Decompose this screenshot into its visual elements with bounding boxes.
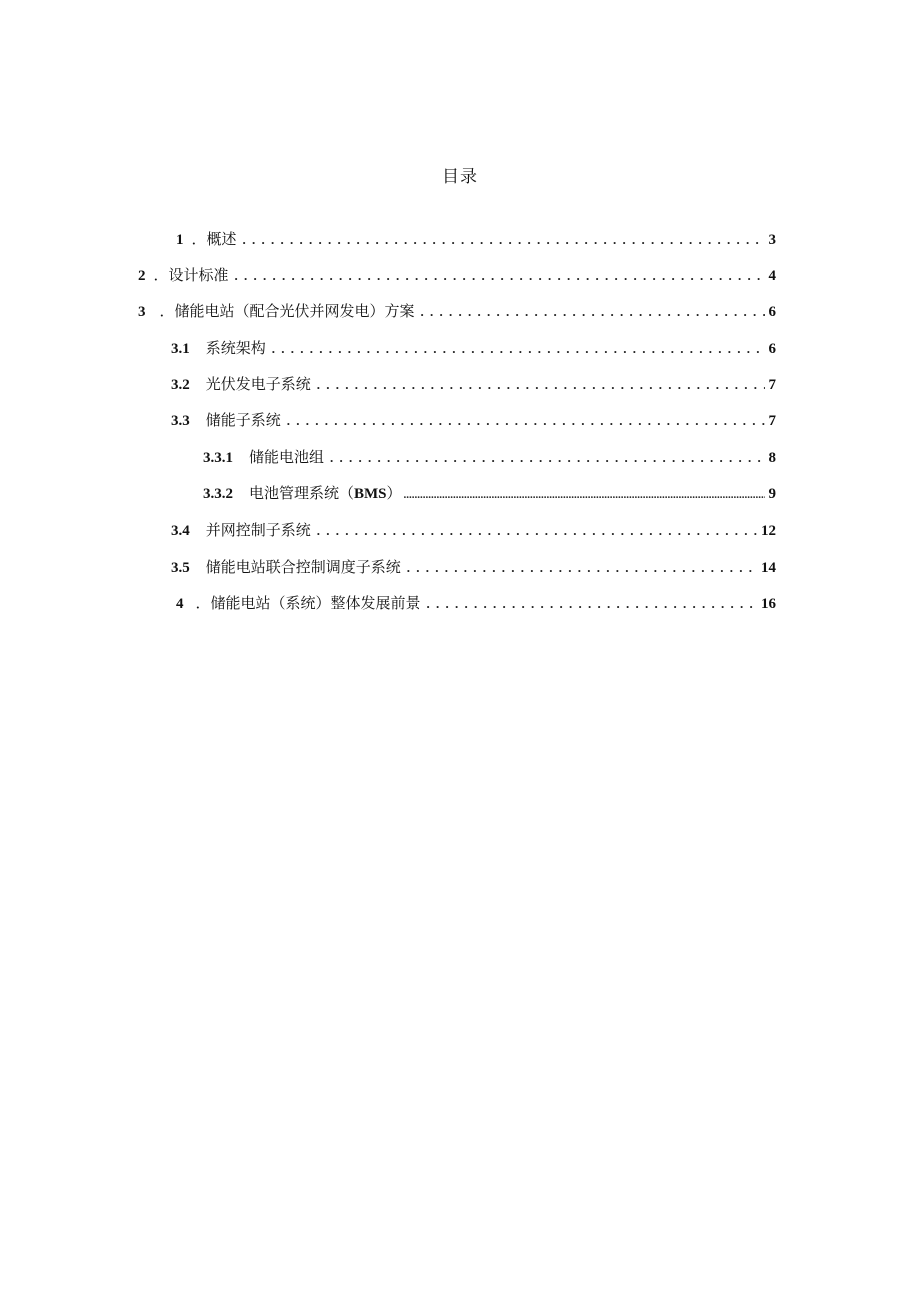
toc-entry-3-4[interactable] — [171, 519, 776, 541]
toc-entry-number: 3 — [138, 304, 146, 320]
toc-entry-page: 8 — [768, 450, 776, 466]
toc-entry-text: 概述 — [206, 230, 237, 248]
toc-entry-3-5[interactable] — [171, 556, 776, 578]
toc-entry-page: 14 — [761, 560, 776, 576]
toc-entry-page: 6 — [768, 341, 776, 357]
toc-leader-dots — [427, 596, 757, 612]
toc-leader-dots — [407, 560, 757, 576]
toc-leader-dots — [272, 341, 765, 357]
toc-entry-text: 储能电池组 — [249, 448, 325, 466]
toc-entry-text: 储能电站（系统）整体发展前景 — [210, 594, 421, 612]
toc-entry-number: 1 — [176, 232, 184, 248]
toc-leader-dots — [421, 304, 765, 320]
toc-title: 目录 — [442, 167, 478, 187]
toc-leader-dots — [287, 413, 765, 429]
toc-entry-separator: ． — [191, 230, 207, 248]
toc-entry-3-1[interactable] — [171, 337, 776, 359]
toc-entry-text: 储能子系统 — [205, 411, 281, 429]
toc-entry-page: 4 — [768, 268, 776, 284]
toc-entry-number: 3.3.1 — [203, 450, 233, 466]
toc-entry-page: 3 — [768, 232, 776, 248]
toc-leader-dots — [317, 523, 757, 539]
toc-entry-text: 储能电站联合控制调度子系统 — [205, 558, 401, 576]
toc-entry-separator: ． — [153, 266, 169, 284]
toc-entry-text: 电池管理系统（ — [249, 484, 355, 502]
toc-leader-dots — [317, 377, 765, 393]
toc-entry-number: 3.4 — [171, 523, 190, 539]
toc-entry-number: 3.2 — [171, 377, 190, 393]
toc-entry-page: 7 — [768, 413, 776, 429]
toc-entry-text-bms: BMS — [354, 486, 387, 502]
toc-entry-number: 2 — [138, 268, 146, 284]
toc-entry-3[interactable] — [138, 300, 776, 322]
toc-entry-number: 4 — [176, 596, 184, 612]
toc-entry-text: 设计标准 — [168, 266, 229, 284]
toc-entry-3-3[interactable] — [171, 409, 776, 431]
toc-leader-dots — [404, 486, 765, 502]
toc-entry-number: 3.1 — [171, 341, 190, 357]
toc-entry-page: 16 — [761, 596, 776, 612]
toc-entry-4[interactable] — [176, 592, 776, 614]
toc-entry-page: 9 — [768, 486, 776, 502]
toc-entry-number: 3.5 — [171, 560, 190, 576]
toc-entry-page: 6 — [768, 304, 776, 320]
toc-entry-page: 7 — [768, 377, 776, 393]
toc-entry-3-2[interactable] — [171, 373, 776, 395]
toc-entry-3-3-2[interactable] — [203, 482, 776, 504]
toc-entry-number: 3.3.2 — [203, 486, 233, 502]
toc-entry-separator: ． — [159, 302, 175, 320]
toc-entry-separator: ． — [195, 594, 211, 612]
toc-entry-1[interactable] — [176, 228, 776, 250]
toc-entry-text-end: ） — [386, 484, 402, 502]
toc-entry-3-3-1[interactable] — [203, 446, 776, 468]
toc-leader-dots — [243, 232, 765, 248]
toc-entry-page: 12 — [761, 523, 776, 539]
toc-entry-number: 3.3 — [171, 413, 190, 429]
toc-leader-dots — [330, 450, 764, 466]
toc-leader-dots — [235, 268, 765, 284]
toc-entry-2[interactable] — [138, 264, 776, 286]
toc-entry-text: 并网控制子系统 — [205, 521, 311, 539]
toc-entry-text: 储能电站（配合光伏并网发电）方案 — [174, 302, 415, 320]
toc-entry-text: 光伏发电子系统 — [205, 375, 311, 393]
toc-entry-text: 系统架构 — [205, 339, 266, 357]
